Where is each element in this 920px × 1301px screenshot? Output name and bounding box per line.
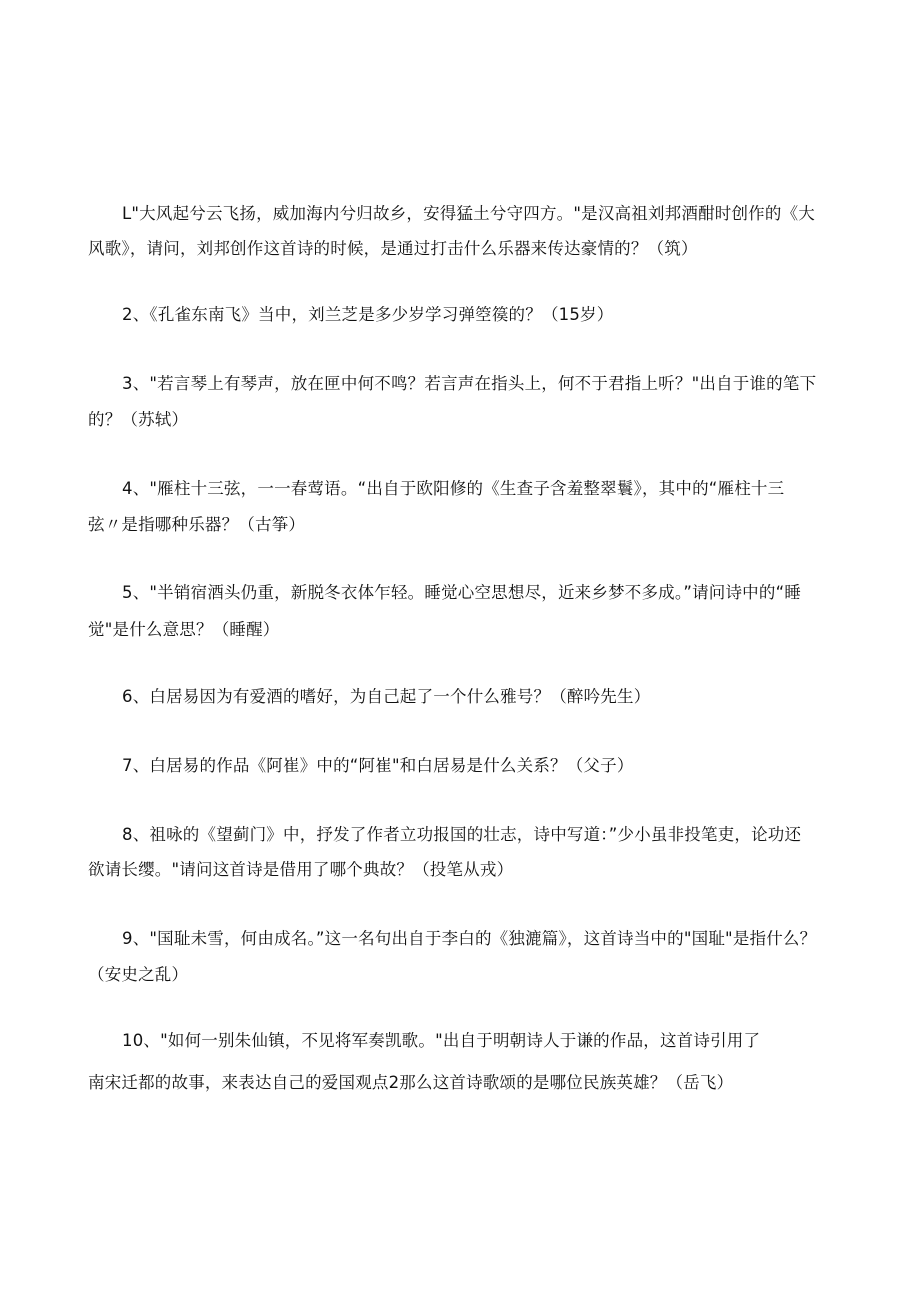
question-4-line-1: 4、"雁柱十三弦，一一春莺语。“出自于欧阳修的《生查子含羞整翠鬟》，其中的“雁柱十三 <box>122 479 785 498</box>
question-1-line-1: L"大风起兮云飞扬，威加海内兮归故乡，安得猛土兮守四方。"是汉高祖刘邦酒酣时创作的《大 <box>122 204 815 223</box>
question-3-line-2: 的？（苏轼） <box>88 410 189 429</box>
question-8-line-1: 8、祖咏的《望蓟门》中，抒发了作者立功报国的壮志，诗中写道：”少小虽非投笔吏，论功还 <box>122 825 802 844</box>
question-3-line-1: 3、"若言琴上有琴声，放在匣中何不鸣？若言声在指头上，何不于君指上听？"出自于谁的笔下 <box>122 374 817 393</box>
question-5-line-1: 5、"半销宿酒头仍重，新脱冬衣体乍轻。睡觉心空思想尽，近来乡梦不多成。”请问诗中的“睡 <box>122 583 802 602</box>
question-10-line-1: 10、"如何一别朱仙镇，不见将军奏凯歌。"出自于明朝诗人于谦的作品，这首诗引用了 <box>122 1031 761 1050</box>
question-7-line-1: 7、白居易的作品《阿崔》中的“阿崔"和白居易是什么关系？（父子） <box>122 756 634 775</box>
question-5-line-2: 觉"是什么意思？（睡醒） <box>88 620 280 639</box>
question-10-line-2: 南宋迁都的故事，来表达自己的爱国观点2那么这首诗歌颂的是哪位民族英雄？（岳飞） <box>88 1073 734 1092</box>
question-2-line-1: 2、《孔雀东南飞》当中，刘兰芝是多少岁学习弹箜篌的？（15岁） <box>122 305 614 324</box>
question-9-line-2: （安史之乱） <box>88 965 189 984</box>
question-8-line-2: 欲请长缨。"请问这首诗是借用了哪个典故？（投笔从戎） <box>88 860 514 879</box>
question-1-line-2: 风歌》，请问，刘邦创作这首诗的时候，是通过打击什么乐器来传达豪情的？（筑） <box>88 239 698 258</box>
question-4-line-2: 弦〃是指哪种乐器？（古筝） <box>88 515 306 534</box>
question-6-line-1: 6、白居易因为有爱酒的嗜好，为自己起了一个什么雅号？（醉吟先生） <box>122 687 651 706</box>
question-9-line-1: 9、"国耻未雪，何由成名。”这一名句出自于李白的《独漉篇》，这首诗当中的"国耻"是指什么？ <box>122 929 817 948</box>
